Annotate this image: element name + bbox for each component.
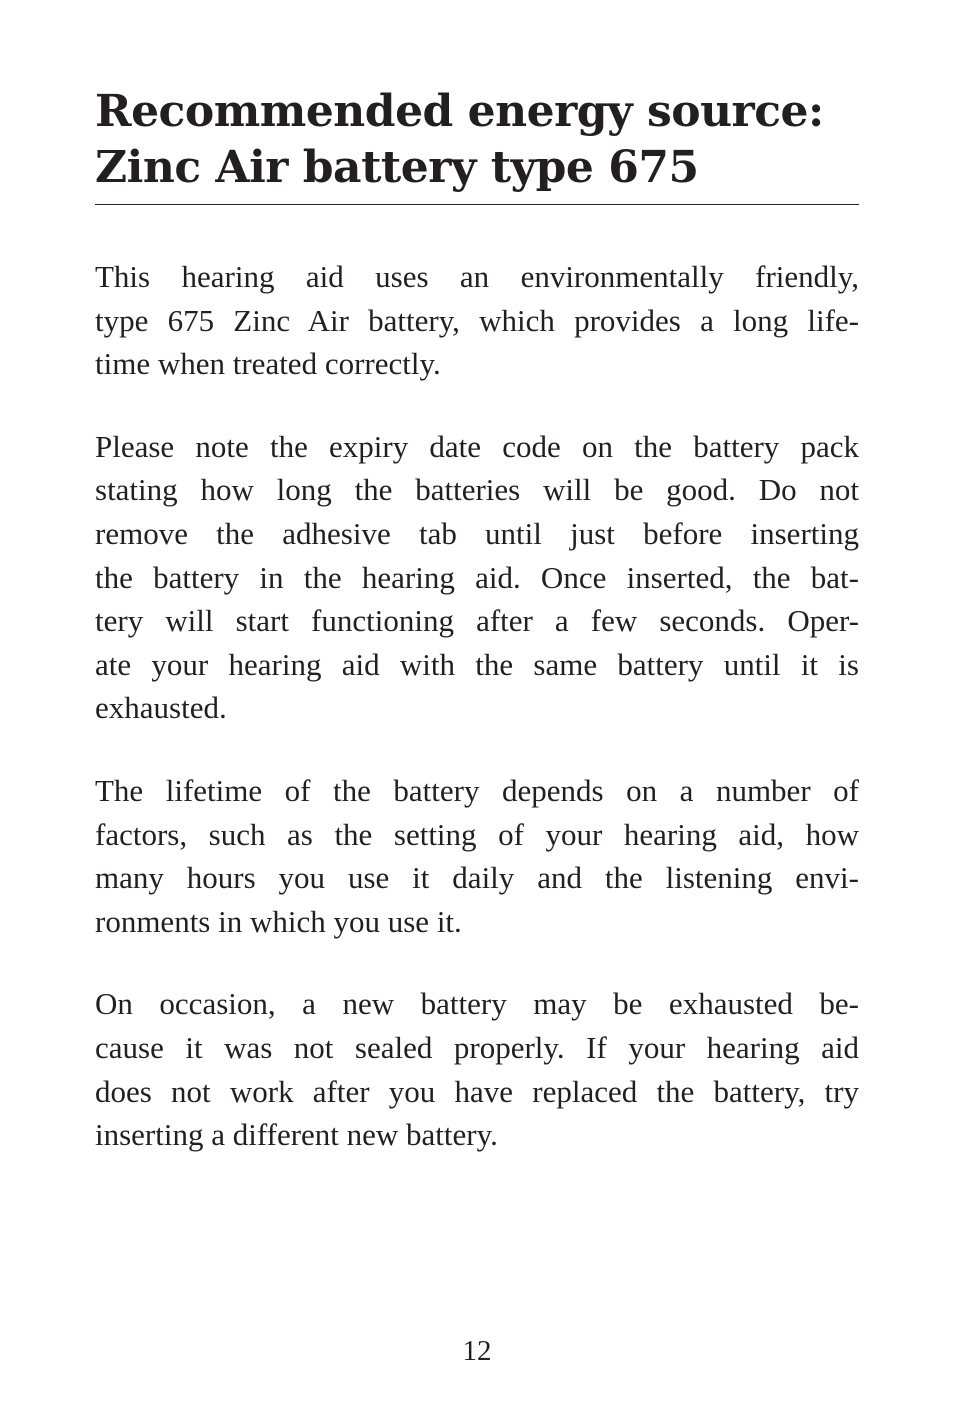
text-line: This hearing aid uses an environmentally friendly, <box>95 259 859 294</box>
text-line: tery will start functioning after a few seconds. Oper- <box>95 603 859 639</box>
document-page <box>95 84 859 1196</box>
text-line: type 675 Zinc Air battery, which provides a long life- <box>95 302 859 338</box>
text-line: does not work after you have replaced the battery, try <box>95 1073 859 1109</box>
text-line: remove the adhesive tab until just before inserting <box>95 515 859 551</box>
paragraph-exhausted-battery <box>95 982 859 1156</box>
text-line: exhausted. <box>95 690 227 726</box>
title-line-1: Recommended energy source: <box>95 86 824 137</box>
text-line: inserting a different new battery. <box>95 1117 498 1153</box>
text-line: On occasion, a new battery may be exhausted be- <box>95 986 859 1022</box>
page-number: 12 <box>462 1335 492 1367</box>
text-line: the battery in the hearing aid. Once inserted, the bat- <box>95 559 859 595</box>
text-line: factors, such as the setting of your hearing aid, how <box>95 816 859 852</box>
title-line-2: Zinc Air battery type 675 <box>95 142 699 193</box>
body-text <box>95 255 859 1157</box>
text-line: time when treated correctly. <box>95 346 441 382</box>
text-line: ronments in which you use it. <box>95 903 462 939</box>
paragraph-expiry-note <box>95 425 859 730</box>
text-line: Please note the expiry date code on the battery pack <box>95 428 859 464</box>
text-line: The lifetime of the battery depends on a number of <box>95 772 859 808</box>
text-line: ate your hearing aid with the same battery until it is <box>95 646 859 682</box>
text-line: cause it was not sealed properly. If your hearing aid <box>95 1029 859 1065</box>
page-title <box>95 84 859 204</box>
title-divider <box>95 204 859 205</box>
text-line: many hours you use it daily and the listening envi- <box>95 860 859 896</box>
paragraph-battery-intro <box>95 255 859 386</box>
paragraph-lifetime-factors <box>95 769 859 943</box>
text-line: stating how long the batteries will be good. Do not <box>95 472 859 508</box>
